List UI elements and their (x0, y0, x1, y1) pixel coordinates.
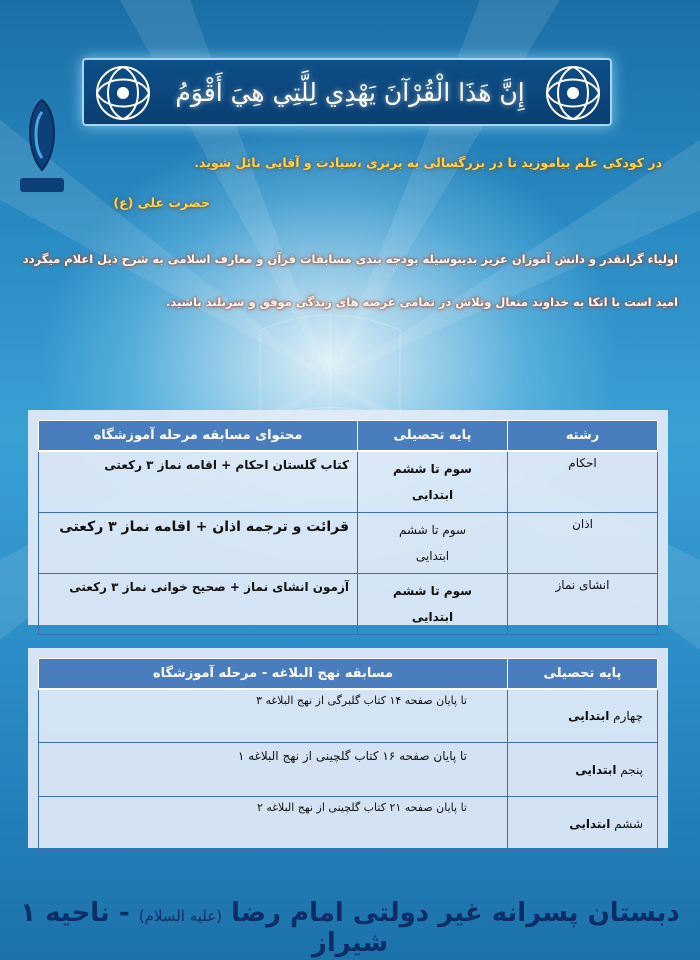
ornament-left-icon (78, 50, 168, 136)
nahjolbalagheh-table (38, 658, 658, 851)
quran-verse: إِنَّ هَذَا الْقُرْآنَ يَهْدِي لِلَّتِي هِيَ أَقْوَمُ (175, 78, 525, 107)
content-text: کتاب گلستان احکام + اقامه نماز ۳ رکعتی (104, 457, 349, 472)
grade-suffix: ابتدایی (568, 708, 610, 723)
content-cell (39, 743, 508, 797)
nahjolbalagheh-table-panel (28, 648, 668, 848)
grade-suffix: ابتدایی (569, 816, 611, 831)
grade-text: سوم تا ششم (398, 522, 467, 537)
table-row (39, 797, 658, 851)
table-row (39, 512, 658, 573)
grade-suffix: ابتدایی (411, 609, 454, 624)
intro-line-1: اولیاء گرانقدر و دانش آموزان عزیز بدینوسیله بودجه بندی مسابقات قرآن و معارف اسلامی به شرح ذیل اعلام میگردد (22, 252, 678, 266)
content-text: قرائت و ترجمه اذان + اقامه نماز ۳ رکعتی (59, 518, 349, 535)
grade-level: پنجم (620, 762, 643, 777)
content-cell (39, 689, 508, 743)
field-cell (508, 512, 658, 573)
intro-line-2: امید است با اتکا به خداوند متعال وتلاش در تمامی عرصه های زندگی موفق و سربلند باشید. (165, 295, 678, 309)
field-cell (508, 573, 658, 634)
content-cell (39, 451, 358, 513)
quran-competition-table (38, 420, 658, 635)
content-text: آزمون انشای نماز + صحیح خوانی نماز ۳ رکعتی (69, 579, 349, 594)
field-cell (508, 451, 658, 513)
header-field: رشته (508, 421, 658, 451)
grade-cell (508, 689, 658, 743)
school-honorific: (علیه السلام) (138, 907, 223, 925)
header-grade: پایه تحصیلی (508, 659, 658, 689)
hadith-source: حضرت علی (ع) (113, 195, 210, 210)
school-name: دبستان پسرانه غیر دولتی امام رضا (231, 898, 680, 928)
grade-level: چهارم (613, 708, 643, 723)
grade-cell (358, 573, 508, 634)
header-content: محتوای مسابقه مرحله آموزشگاه (39, 421, 358, 451)
content-text: تا پایان صفحه ۲۱ کتاب گلچینی از نهج البلاغه ۲ (256, 801, 467, 814)
table-row (39, 451, 658, 513)
table-row (39, 743, 658, 797)
grade-level: ششم (614, 816, 643, 831)
content-cell (39, 573, 358, 634)
field-text: احکام (568, 455, 597, 470)
content-text: تا پایان صفحه ۱۶ کتاب گلچینی از نهج البلاغه ۱ (237, 749, 467, 763)
content-cell (39, 797, 508, 851)
ornament-right-icon (528, 50, 618, 136)
grade-cell (508, 797, 658, 851)
content-text: تا پایان صفحه ۱۴ کتاب گلبرگی از نهج البلاغه ۳ (256, 693, 467, 707)
grade-cell (508, 743, 658, 797)
grade-suffix: ابتدایی (575, 762, 617, 777)
field-text: اذان (572, 516, 593, 531)
field-text: انشای نماز (555, 577, 610, 592)
grade-text: سوم تا ششم (393, 583, 472, 598)
grade-suffix: ابتدایی (411, 487, 454, 502)
grade-text: سوم تا ششم (393, 461, 472, 476)
grade-cell (358, 512, 508, 573)
grade-cell (358, 451, 508, 513)
content-cell (39, 512, 358, 573)
grade-suffix: ابتدایی (415, 548, 450, 563)
header-content: مسابقه نهج البلاغه - مرحله آموزشگاه (39, 659, 508, 689)
school-name-footer (0, 898, 700, 958)
header-grade: پایه تحصیلی (358, 421, 508, 451)
school-district: - ناحیه ۱ شیراز (20, 898, 389, 958)
table-row (39, 689, 658, 743)
table-row (39, 573, 658, 634)
hadith-text: در کودکی علم بیاموزید تا در بزرگسالی به برتری ،سیادت و آقایی نائل شوید. (194, 155, 662, 170)
quran-competition-table-panel (28, 410, 668, 625)
school-logo-icon (14, 92, 70, 202)
